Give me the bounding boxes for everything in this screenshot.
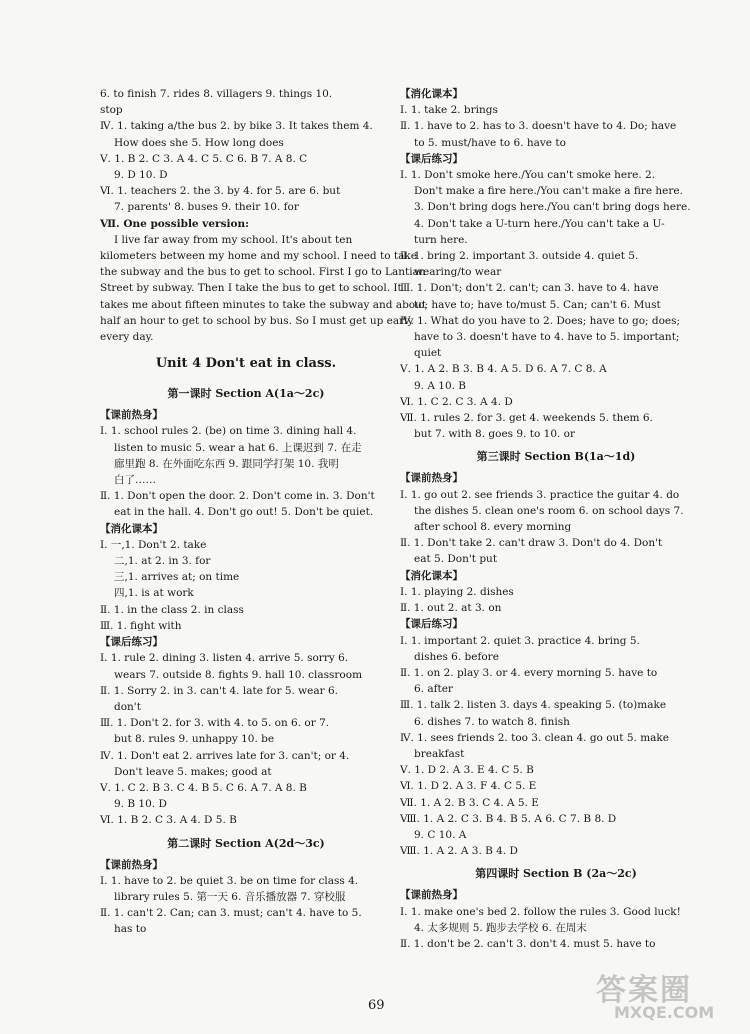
text-line: Ⅱ. 1. out 2. at 3. on (400, 602, 502, 615)
text-line: to 5. must/have to 6. have to (414, 136, 566, 149)
text-line: Ⅰ. 1. go out 2. see friends 3. practice the guitar 4. do (400, 488, 680, 501)
text-line: Ⅳ. 1. What do you have to 2. Does; have to go; does; (400, 314, 681, 327)
text-line: Don't leave 5. makes; good at (114, 765, 272, 778)
text-line: but 8. rules 9. unhappy 10. be (114, 733, 275, 746)
text-line: Ⅵ. 1. teachers 2. the 3. by 4. for 5. are 6. but (100, 185, 341, 198)
text-line: Ⅱ. 1. Sorry 2. in 3. can't 4. late for 5. wear 6. (100, 684, 339, 697)
text-line: 3. Don't bring dogs here./You can't bring dogs here. (414, 201, 691, 214)
section-1-block (100, 407, 392, 828)
left-top-block (100, 86, 427, 345)
page-number: 69 (368, 998, 385, 1013)
text-line: stop (100, 104, 123, 117)
text-line: Ⅷ. 1. A 2. A 3. B 4. D (400, 845, 518, 858)
unit-title: Unit 4 Don't eat in class. (155, 356, 337, 372)
text-line: Ⅱ. 1. Don't take 2. can't draw 3. Don't do 4. Don't (400, 537, 663, 550)
text-line: listen to music 5. wear a hat 6. 上课迟到 7. 在走 (114, 441, 362, 454)
text-line: Ⅰ. 1. Don't smoke here./You can't smoke here. 2. (400, 169, 656, 182)
text-line: the dishes 5. clean one's room 6. on school days 7. (414, 504, 684, 517)
text-line: 9. D 10. D (114, 169, 168, 182)
text-line: Ⅰ. 1. playing 2. dishes (400, 585, 514, 598)
watermark-text: 答案圈 (596, 973, 692, 1008)
text-line: every day. (100, 331, 154, 344)
text-line: Ⅱ. 1. have to 2. has to 3. doesn't have to 4. Do; have (400, 120, 677, 133)
text-line: Ⅱ. 1. on 2. play 3. or 4. every morning 5. have to (400, 666, 658, 679)
text-line: 6. after (414, 683, 453, 696)
section-3-block (400, 470, 712, 859)
text-line: Ⅰ. 1. have to 2. be quiet 3. be on time for class 4. (100, 874, 359, 887)
section-title: 第四课时 Section B (2a～2c) (475, 867, 637, 881)
text-line: takes me about fifteen minutes to take the subway and about (100, 298, 427, 311)
text-line: Ⅴ. 1. A 2. B 3. B 4. A 5. D 6. A 7. C 8. A (400, 363, 607, 376)
text-line: have to 3. doesn't have to 4. have to 5. important; (414, 331, 680, 344)
text-line: 4. 太多规则 5. 跑步去学校 6. 在周末 (414, 921, 587, 934)
section-tag: 【课后练习】 (100, 636, 163, 649)
text-line: 9. B 10. D (114, 798, 167, 811)
text-line: Don't make a fire here./You can't make a fire here. (414, 185, 683, 198)
section-tag: 【消化课本】 (400, 88, 463, 100)
text-line: don't (114, 700, 141, 713)
text-line: 4. Don't take a U-turn here./You can't take a U- (414, 217, 665, 230)
text-line: after school 8. every morning (414, 521, 572, 534)
text-line: Ⅳ. 1. Don't eat 2. arrives late for 3. can't; or 4. (100, 749, 350, 762)
text-line: to; have to; have to/must 5. Can; can't 6. Must (414, 298, 661, 311)
text-line: Ⅷ. 1. A 2. C 3. B 4. B 5. A 6. C 7. B 8. D (400, 812, 617, 825)
text-line: Ⅴ. 1. C 2. B 3. C 4. B 5. C 6. A 7. A 8. B (100, 781, 307, 794)
section-tag: 【课前热身】 (100, 858, 163, 871)
section-tag: 【消化课本】 (400, 569, 463, 582)
text-line: Ⅵ. 1. D 2. A 3. F 4. C 5. E (400, 780, 537, 793)
text-line: 三,1. arrives at; on time (114, 571, 240, 584)
text-line: has to (114, 923, 147, 936)
section-title: 第三课时 Section B(1a～1d) (476, 450, 636, 464)
text-line: Ⅳ. 1. taking a/the bus 2. by bike 3. It takes them 4. (100, 120, 373, 133)
text-line: Ⅰ. 1. rule 2. dining 3. listen 4. arrive 5. sorry 6. (100, 652, 349, 665)
section-tag: 【课后练习】 (400, 618, 463, 631)
section-4-block (400, 887, 712, 952)
text-line: 二,1. at 2. in 3. for (114, 555, 211, 568)
text-line: Ⅲ. 1. Don't; don't 2. can't; can 3. have to 4. have (400, 282, 659, 295)
text-line: wears 7. outside 8. fights 9. hall 10. classroom (114, 668, 363, 681)
text-line: half an hour to get to school by bus. So I must get up early (100, 314, 414, 327)
text-line: Ⅲ. 1. fight with (100, 619, 182, 632)
section-tag: 【课前热身】 (400, 889, 463, 902)
text-line: Ⅶ. One possible version: (100, 217, 249, 230)
watermark-url: MXQE.COM (614, 1003, 715, 1022)
text-line: How does she 5. How long does (114, 136, 284, 149)
text-line: Ⅵ. 1. B 2. C 3. A 4. D 5. B (100, 814, 237, 827)
section-2-block (100, 857, 392, 938)
section-tag: 【课后练习】 (400, 152, 463, 165)
text-line: Ⅲ. 1. talk 2. listen 3. days 4. speaking 5. (to)make (400, 699, 667, 712)
right-top-block (400, 86, 712, 442)
section-title: 第二课时 Section A(2d～3c) (167, 836, 325, 850)
text-line: Ⅲ. 1. Don't 2. for 3. with 4. to 5. on 6. or 7. (100, 717, 330, 730)
text-line: the subway and the bus to get to school. First I go to Lantian (100, 266, 426, 279)
text-line: Ⅱ. 1. bring 2. important 3. outside 4. quiet 5. (400, 250, 639, 263)
text-line: 廊里跑 8. 在外面吃东西 9. 跟同学打架 10. 我明 (114, 457, 339, 470)
text-line: Ⅴ. 1. D 2. A 3. E 4. C 5. B (400, 764, 534, 777)
section-tag: 【课前热身】 (100, 409, 163, 422)
text-line: 9. A 10. B (414, 379, 467, 392)
text-line: Ⅰ. 一,1. Don't 2. take (100, 538, 207, 551)
text-line: quiet (414, 347, 442, 360)
text-line: 7. parents' 8. buses 9. their 10. for (114, 201, 299, 214)
text-line: 9. C 10. A (414, 828, 467, 841)
text-line: but 7. with 8. goes 9. to 10. or (414, 428, 576, 441)
text-line: Ⅰ. 1. school rules 2. (be) on time 3. dining hall 4. (100, 425, 357, 438)
text-line: Ⅵ. 1. C 2. C 3. A 4. D (400, 395, 513, 408)
text-line: Ⅱ. 1. Don't open the door. 2. Don't come in. 3. Don't (100, 490, 375, 503)
text-line: dishes 6. before (414, 650, 499, 663)
text-line: Ⅶ. 1. rules 2. for 3. get 4. weekends 5. them 6. (400, 412, 653, 425)
text-line: Ⅰ. 1. take 2. brings (400, 104, 498, 117)
text-line: turn here. (414, 233, 468, 246)
text-line: breakfast (414, 747, 465, 760)
text-line: eat 5. Don't put (414, 553, 498, 566)
text-line: Ⅰ. 1. important 2. quiet 3. practice 4. bring 5. (400, 634, 640, 647)
section-title: 第一课时 Section A(1a～2c) (167, 387, 325, 401)
text-line: eat in the hall. 4. Don't go out! 5. Don't be quiet. (114, 506, 374, 519)
text-line: I live far away from my school. It's about ten (114, 233, 353, 246)
text-line: 6. to finish 7. rides 8. villagers 9. things 10. (100, 88, 333, 100)
text-line: 白了…… (114, 474, 156, 487)
text-line: Ⅴ. 1. B 2. C 3. A 4. C 5. C 6. B 7. A 8. C (100, 152, 308, 165)
section-tag: 【消化课本】 (100, 522, 163, 535)
text-line: Ⅰ. 1. make one's bed 2. follow the rules 3. Good luck! (400, 905, 681, 918)
text-line: kilometers between my home and my school. I need to take (100, 250, 417, 263)
watermark-logo (590, 965, 740, 1025)
text-line: 6. dishes 7. to watch 8. finish (414, 715, 570, 728)
text-line: Ⅳ. 1. sees friends 2. too 3. clean 4. go out 5. make (400, 731, 670, 744)
left-column (100, 86, 427, 938)
text-line: library rules 5. 第一天 6. 音乐播放器 7. 穿校服 (114, 890, 346, 903)
text-line: Ⅱ. 1. don't be 2. can't 3. don't 4. must 5. have to (400, 937, 656, 950)
text-line: 四,1. is at work (114, 587, 194, 600)
text-line: Ⅶ. 1. A 2. B 3. C 4. A 5. E (400, 796, 539, 809)
text-line: Street by subway. Then I take the bus to get to school. It (100, 282, 402, 295)
text-line: wearing/to wear (414, 266, 502, 279)
text-line: Ⅱ. 1. in the class 2. in class (100, 603, 244, 616)
right-column (400, 86, 712, 952)
section-tag: 【课前热身】 (400, 472, 463, 485)
text-line: Ⅱ. 1. can't 2. Can; can 3. must; can't 4. have to 5. (100, 907, 362, 920)
